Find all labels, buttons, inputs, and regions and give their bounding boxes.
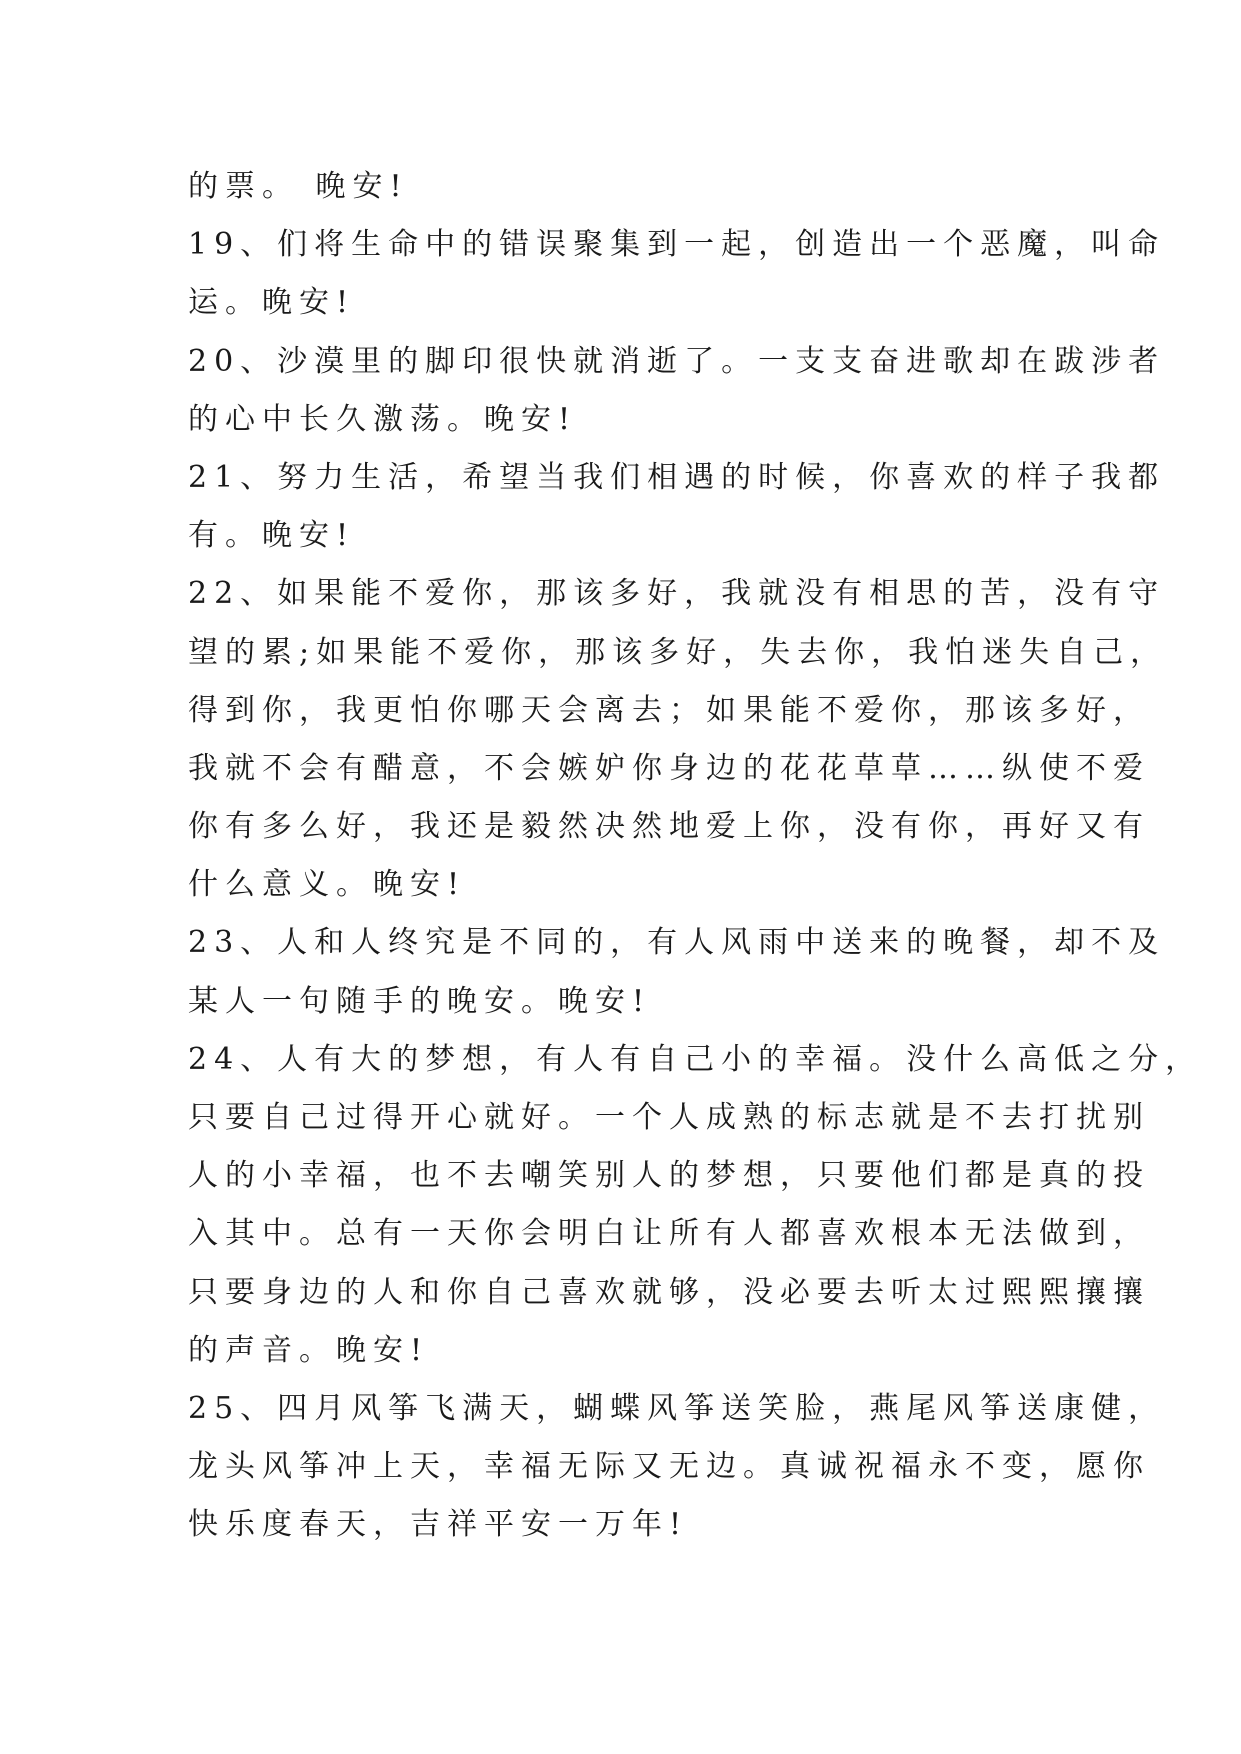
text-line: 23、人和人终究是不同的，有人风雨中送来的晚餐，却不及 bbox=[188, 925, 1166, 961]
text-line: 某人一句随手的晚安。晚安! bbox=[188, 983, 652, 1019]
text-line: 有。晚安! bbox=[188, 518, 356, 554]
text-line: 20、沙漠里的脚印很快就消逝了。一支支奋进歌却在跋涉者 bbox=[188, 343, 1166, 379]
text-line: 望的累;如果能不爱你，那该多好，失去你，我怕迷失自己， bbox=[188, 634, 1168, 670]
text-line: 你有多么好，我还是毅然决然地爱上你，没有你，再好又有 bbox=[188, 809, 1150, 845]
text-line: 龙头风筝冲上天，幸福无际又无边。真诚祝福永不变，愿你 bbox=[188, 1449, 1150, 1485]
text-line: 的声音。晚安! bbox=[188, 1332, 430, 1368]
text-line: 19、们将生命中的错误聚集到一起，创造出一个恶魔，叫命 bbox=[188, 227, 1166, 263]
text-line: 运。晚安! bbox=[188, 285, 356, 321]
text-line: 快乐度春天，吉祥平安一万年! bbox=[188, 1507, 689, 1543]
text-line: 只要自己过得开心就好。一个人成熟的标志就是不去打扰别 bbox=[188, 1100, 1150, 1135]
document-body bbox=[188, 158, 1203, 1555]
text-line: 22、如果能不爱你，那该多好，我就没有相思的苦，没有守 bbox=[188, 576, 1166, 612]
text-line: 我就不会有醋意，不会嫉妒你身边的花花草草……纵使不爱 bbox=[188, 750, 1150, 786]
text-line: 得到你，我更怕你哪天会离去；如果能不爱你，那该多好， bbox=[188, 692, 1150, 728]
text-line: 21、努力生活，希望当我们相遇的时候，你喜欢的样子我都 bbox=[188, 459, 1166, 495]
text-line: 的票。 晚安! bbox=[188, 169, 409, 204]
text-line: 24、人有大的梦想，有人有自己小的幸福。没什么高低之分， bbox=[188, 1041, 1203, 1077]
text-line: 只要身边的人和你自己喜欢就够，没必要去听太过熙熙攘攘 bbox=[188, 1274, 1150, 1310]
text-line: 入其中。总有一天你会明白让所有人都喜欢根本无法做到， bbox=[188, 1216, 1150, 1252]
text-line: 的心中长久激荡。晚安! bbox=[188, 401, 578, 437]
text-line: 什么意义。晚安! bbox=[188, 867, 467, 903]
text-line: 25、四月风筝飞满天，蝴蝶风筝送笑脸，燕尾风筝送康健， bbox=[188, 1390, 1166, 1426]
text-line: 人的小幸福，也不去嘲笑别人的梦想，只要他们都是真的投 bbox=[188, 1158, 1150, 1194]
